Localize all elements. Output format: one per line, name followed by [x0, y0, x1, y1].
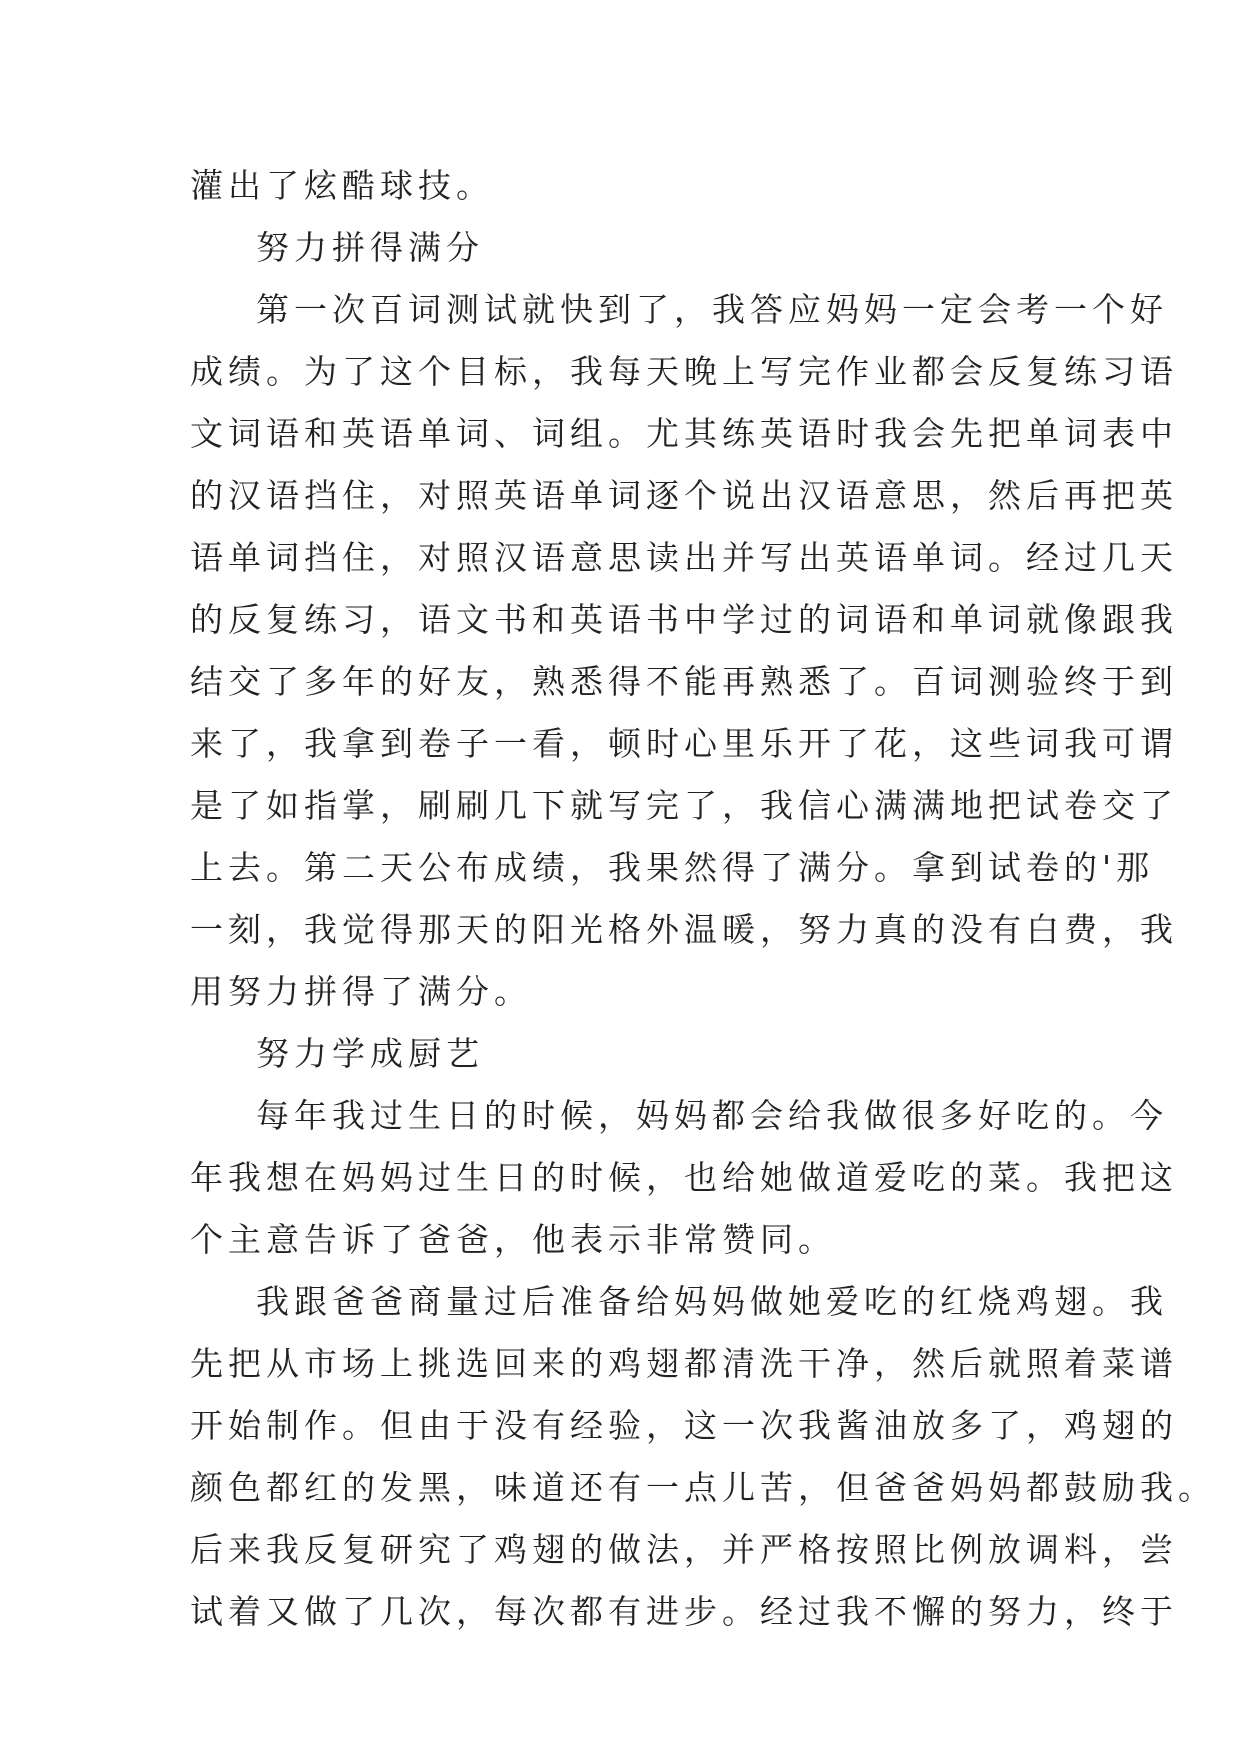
text-line: 先把从市场上挑选回来的鸡翅都清洗干净，然后就照着菜谱 — [190, 1344, 1178, 1383]
body-text — [190, 155, 1216, 1643]
section-heading: 努力拼得满分 — [256, 228, 484, 267]
text-line: 一刻，我觉得那天的阳光格外温暖，努力真的没有白费，我 — [190, 910, 1178, 949]
text-line: 颜色都红的发黑，味道还有一点儿苦，但爸爸妈妈都鼓励我。 — [190, 1468, 1216, 1507]
text-line: 上去。第二天公布成绩，我果然得了满分。拿到试卷的'那 — [190, 848, 1155, 887]
text-line: 开始制作。但由于没有经验，这一次我酱油放多了，鸡翅的 — [190, 1406, 1178, 1445]
text-line: 试着又做了几次，每次都有进步。经过我不懈的努力，终于 — [190, 1592, 1178, 1631]
text-line: 个主意告诉了爸爸，他表示非常赞同。 — [190, 1220, 836, 1259]
text-line: 后来我反复研究了鸡翅的做法，并严格按照比例放调料，尝 — [190, 1530, 1178, 1569]
text-line: 每年我过生日的时候，妈妈都会给我做很多好吃的。今 — [256, 1096, 1168, 1135]
section-heading: 努力学成厨艺 — [256, 1034, 484, 1073]
text-line: 是了如指掌，刷刷几下就写完了，我信心满满地把试卷交了 — [190, 786, 1178, 825]
text-line: 语单词挡住，对照汉语意思读出并写出英语单词。经过几天 — [190, 538, 1178, 577]
text-line: 我跟爸爸商量过后准备给妈妈做她爱吃的红烧鸡翅。我 — [256, 1282, 1168, 1321]
text-line: 的汉语挡住，对照英语单词逐个说出汉语意思，然后再把英 — [190, 476, 1178, 515]
text-line: 用努力拼得了满分。 — [190, 972, 532, 1011]
text-line: 的反复练习，语文书和英语书中学过的词语和单词就像跟我 — [190, 600, 1178, 639]
text-line: 来了，我拿到卷子一看，顿时心里乐开了花，这些词我可谓 — [190, 724, 1178, 763]
text-line: 年我想在妈妈过生日的时候，也给她做道爱吃的菜。我把这 — [190, 1158, 1178, 1197]
text-line: 第一次百词测试就快到了，我答应妈妈一定会考一个好 — [256, 290, 1168, 329]
text-line: 灌出了炫酷球技。 — [190, 166, 494, 205]
text-line: 文词语和英语单词、词组。尤其练英语时我会先把单词表中 — [190, 414, 1178, 453]
text-line: 成绩。为了这个目标，我每天晚上写完作业都会反复练习语 — [190, 352, 1178, 391]
text-line: 结交了多年的好友，熟悉得不能再熟悉了。百词测验终于到 — [190, 662, 1178, 701]
